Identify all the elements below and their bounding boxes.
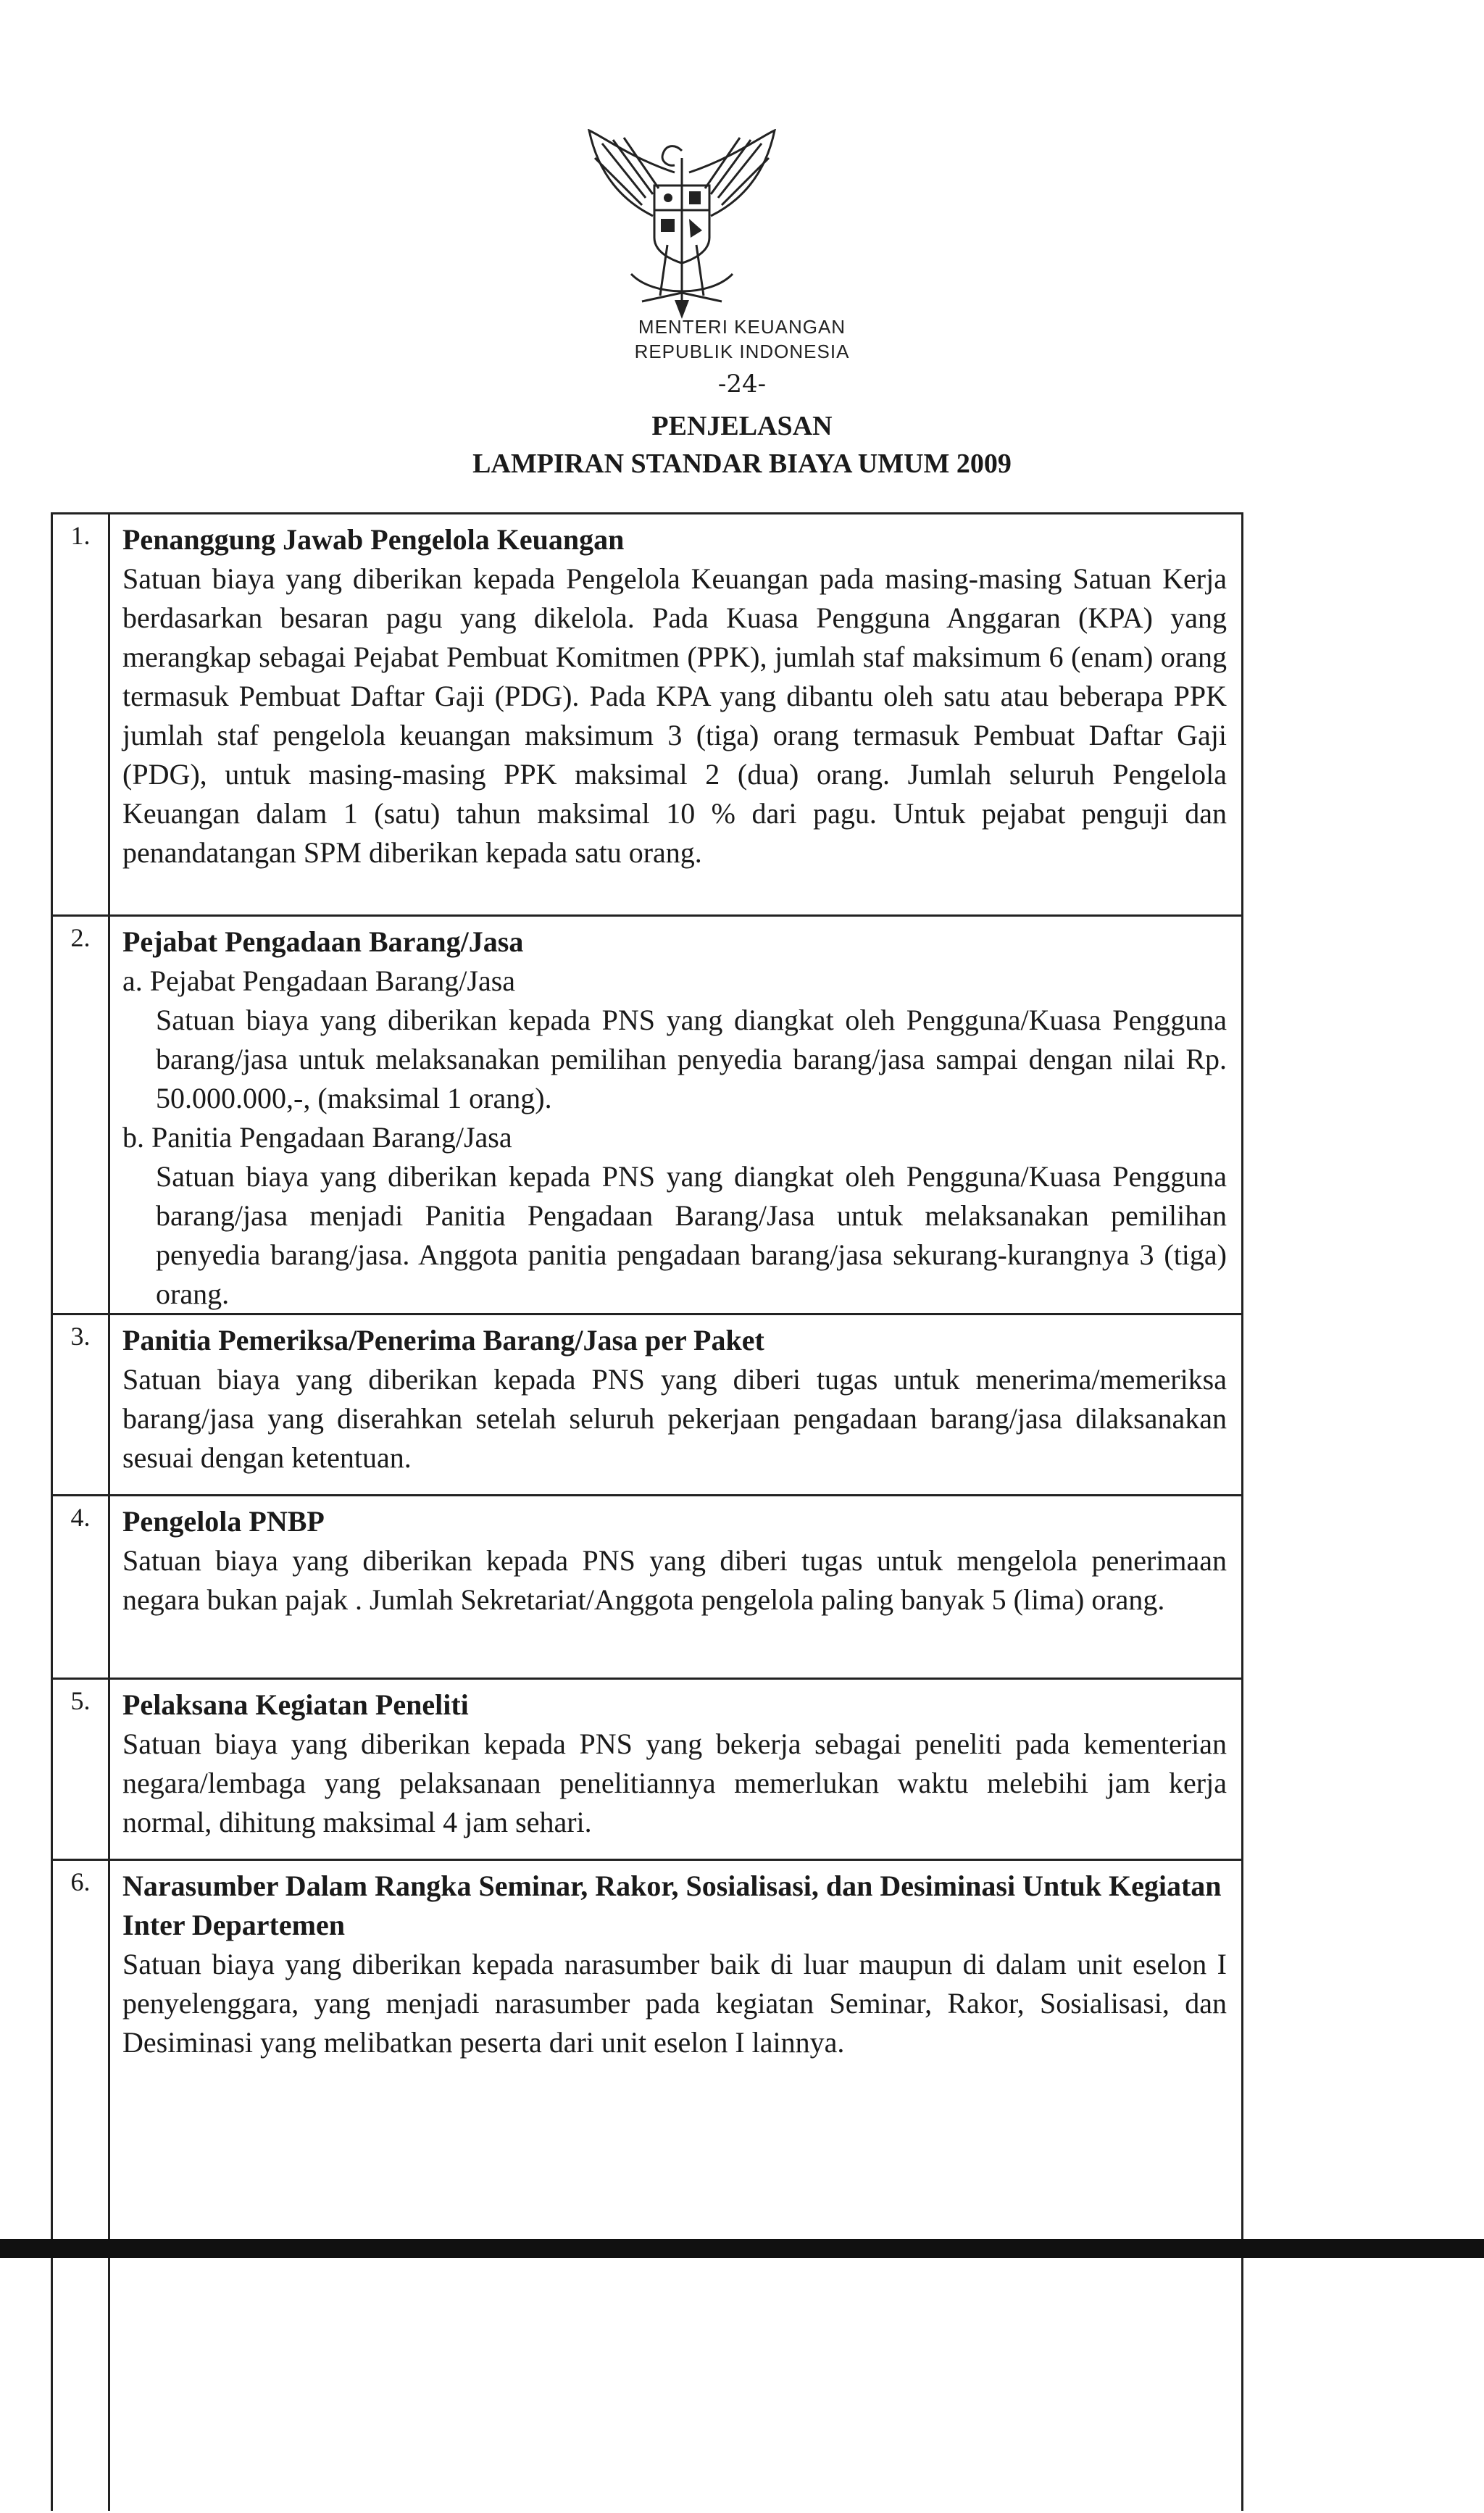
sub-item-label: a. Pejabat Pengadaan Barang/Jasa — [122, 964, 516, 997]
row-number: 3. — [70, 1322, 91, 1351]
scan-bottom-edge — [0, 2239, 1484, 2258]
table-row — [53, 1315, 1241, 1496]
row-content — [122, 1867, 1227, 2062]
row-content — [122, 1321, 1227, 1478]
explanation-table — [51, 512, 1243, 2511]
row-text: Satuan biaya yang diberikan kepada PNS yang diberi tugas untuk mengelola penerimaan negara bukan pajak . Jumlah Sekretariat/Anggota pengelola paling banyak 5 (lima) orang. — [122, 1544, 1227, 1616]
row-text: Satuan biaya yang diberikan kepada Pengelola Keuangan pada masing-masing Satuan Kerja berdasarkan besaran pagu yang dikelola. Pada Kuasa Pengguna Anggaran (KPA) yang merangkap sebagai Pejabat Pembuat Komitmen (PPK), jumlah staf maksimum 6 (enam) orang termasuk Pembuat Daftar Gaji (PDG). Pada KPA yang dibantu oleh satu atau beberapa PPK jumlah staf pengelola keuangan maksimum 3 (tiga) orang termasuk Pembuat Daftar Gaji (PDG), untuk masing-masing PPK maksimal 2 (dua) orang. Jumlah seluruh Pengelola Keuangan dalam 1 (satu) tahun maksimal 10 % dari pagu. Untuk pejabat penguji dan penandatangan SPM diberikan kepada satu orang. — [122, 562, 1227, 869]
row-heading: Pengelola PNBP — [122, 1505, 325, 1538]
table-row — [53, 1861, 1241, 2513]
sub-item-text: Satuan biaya yang diberikan kepada PNS yang diangkat oleh Pengguna/Kuasa Pengguna barang/jasa menjadi Panitia Pengadaan Barang/Jasa untuk melaksanakan pemilihan penyedia barang/jasa. Anggota panitia pengadaan barang/jasa sekurang-kurangnya 3 (tiga) orang. — [156, 1160, 1227, 1310]
page-number: -24- — [717, 370, 767, 399]
table-row — [53, 917, 1241, 1315]
ministry-country: REPUBLIK INDONESIA — [634, 341, 850, 362]
row-text: Satuan biaya yang diberikan kepada narasumber baik di luar maupun di dalam unit eselon I penyelenggara, yang menjadi narasumber pada kegiatan Seminar, Rakor, Sosialisasi, dan Desiminasi yang melibatkan peserta dari unit eselon I lainnya. — [122, 1948, 1227, 2059]
row-number: 2. — [70, 923, 91, 952]
row-content — [122, 1685, 1227, 1842]
row-content — [122, 922, 1227, 1314]
table-row — [53, 514, 1241, 917]
row-number: 4. — [70, 1503, 91, 1532]
row-content — [122, 520, 1227, 872]
row-number: 1. — [70, 521, 91, 550]
row-heading: Panitia Pemeriksa/Penerima Barang/Jasa per Paket — [122, 1324, 764, 1356]
row-heading: Pelaksana Kegiatan Peneliti — [122, 1688, 469, 1721]
row-number: 6. — [70, 1867, 91, 1896]
row-content — [122, 1502, 1227, 1620]
row-heading: Narasumber Dalam Rangka Seminar, Rakor, Sosialisasi, dan Desiminasi Untuk Kegiatan Inter Departemen — [122, 1870, 1222, 1941]
garuda-emblem-icon — [573, 129, 791, 319]
row-heading: Pejabat Pengadaan Barang/Jasa — [122, 925, 524, 958]
row-text: Satuan biaya yang diberikan kepada PNS yang diberi tugas untuk menerima/memeriksa barang/jasa yang diserahkan setelah seluruh pekerjaan pengadaan barang/jasa dilaksanakan sesuai dengan ketentuan. — [122, 1363, 1227, 1474]
sub-item-text: Satuan biaya yang diberikan kepada PNS yang diangkat oleh Pengguna/Kuasa Pengguna barang/jasa untuk melaksanakan pemilihan penyedia barang/jasa sampai dengan nilai Rp. 50.000.000,-, (maksimal 1 orang). — [156, 1004, 1227, 1114]
row-heading: Penanggung Jawab Pengelola Keuangan — [122, 523, 625, 556]
sub-item-label: b. Panitia Pengadaan Barang/Jasa — [122, 1121, 512, 1154]
table-row — [53, 1680, 1241, 1861]
sub-item-a — [122, 962, 1227, 1118]
page-title: PENJELASAN — [651, 411, 833, 441]
ministry-name: MENTERI KEUANGAN — [638, 316, 846, 338]
table-row — [53, 1496, 1241, 1680]
sub-item-b — [122, 1118, 1227, 1314]
page-subtitle: LAMPIRAN STANDAR BIAYA UMUM 2009 — [472, 449, 1012, 479]
row-number: 5. — [70, 1686, 91, 1715]
row-text: Satuan biaya yang diberikan kepada PNS yang bekerja sebagai peneliti pada kementerian negara/lembaga yang pelaksanaan penelitiannya memerlukan waktu melebihi jam kerja normal, dihitung maksimal 4 jam sehari. — [122, 1728, 1227, 1838]
